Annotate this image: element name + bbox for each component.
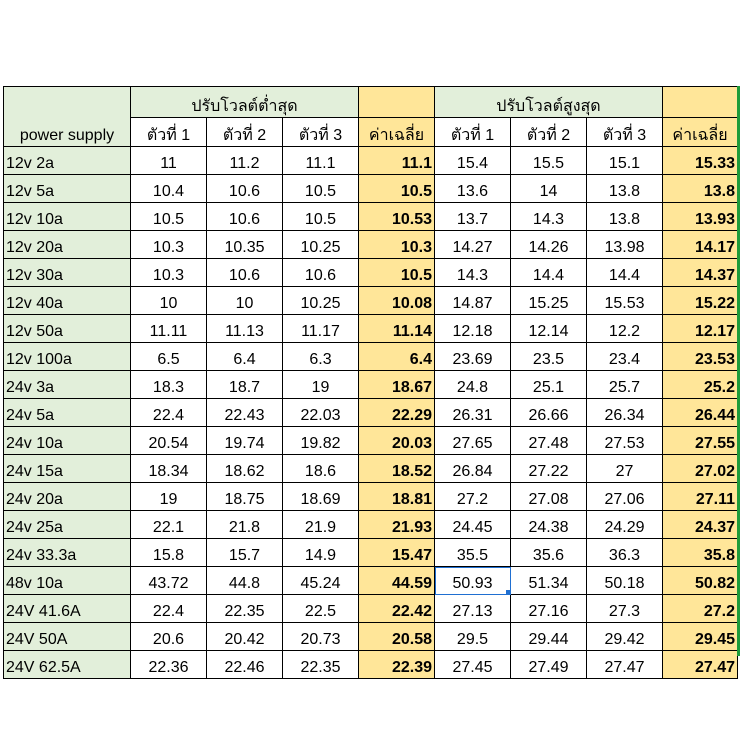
table-row [4, 623, 738, 651]
table-row [4, 427, 738, 455]
cell-max-sample-1[interactable]: 13.7 [435, 203, 511, 231]
cell-max-sample-2[interactable]: 29.44 [511, 623, 587, 651]
cell-min-sample-1[interactable]: 20.6 [131, 623, 207, 651]
cell-min-sample-1[interactable]: 22.4 [131, 595, 207, 623]
cell-min-sample-1[interactable]: 11.11 [131, 315, 207, 343]
cell-min-sample-3[interactable]: 10.6 [283, 259, 359, 287]
cell-power-supply-name[interactable]: 24V 62.5A [4, 651, 131, 679]
table-row [4, 483, 738, 511]
cell-min-sample-3[interactable]: 18.6 [283, 455, 359, 483]
cell-max-average[interactable]: 14.37 [663, 259, 738, 287]
sample-label: ตัวที่ 3 [602, 127, 647, 144]
cell-min-sample-2[interactable]: 22.46 [207, 651, 283, 679]
cell-power-supply-name[interactable]: 12v 30a [4, 259, 131, 287]
sample-label: ตัวที่ 2 [222, 127, 267, 144]
cell-max-average[interactable]: 50.82 [663, 567, 738, 595]
cell-max-sample-3[interactable]: 25.7 [587, 371, 663, 399]
cell-max-sample-2[interactable]: 51.34 [511, 567, 587, 595]
cell-max-average[interactable]: 27.55 [663, 427, 738, 455]
header-cell-max-sample-2[interactable] [511, 118, 587, 147]
cell-min-sample-2[interactable]: 20.42 [207, 623, 283, 651]
table-row [4, 595, 738, 623]
table-row [4, 651, 738, 679]
cell-min-average[interactable]: 10.08 [359, 287, 435, 315]
cell-max-sample-2[interactable]: 12.14 [511, 315, 587, 343]
cell-max-average[interactable]: 35.8 [663, 539, 738, 567]
cell-min-sample-1[interactable]: 10.3 [131, 259, 207, 287]
cell-min-sample-2[interactable]: 18.7 [207, 371, 283, 399]
cell-max-sample-3[interactable]: 12.2 [587, 315, 663, 343]
cell-max-sample-2[interactable]: 14.4 [511, 259, 587, 287]
cell-min-average[interactable]: 18.67 [359, 371, 435, 399]
cell-max-average[interactable]: 25.2 [663, 371, 738, 399]
cell-max-average[interactable]: 14.17 [663, 231, 738, 259]
cell-max-average[interactable]: 12.17 [663, 315, 738, 343]
cell-max-average[interactable]: 23.53 [663, 343, 738, 371]
cell-min-sample-2[interactable]: 18.62 [207, 455, 283, 483]
cell-min-sample-1[interactable]: 19 [131, 483, 207, 511]
cell-min-sample-2[interactable]: 10.6 [207, 259, 283, 287]
cell-max-average[interactable]: 13.8 [663, 175, 738, 203]
cell-min-sample-3[interactable]: 10.5 [283, 175, 359, 203]
cell-max-sample-3[interactable]: 13.8 [587, 203, 663, 231]
cell-power-supply-name[interactable]: 12v 50a [4, 315, 131, 343]
cell-min-average[interactable]: 10.53 [359, 203, 435, 231]
table-row [4, 455, 738, 483]
cell-min-sample-2[interactable]: 22.35 [207, 595, 283, 623]
cell-power-supply-name[interactable]: 24v 5a [4, 399, 131, 427]
cell-max-sample-3[interactable]: 27.06 [587, 483, 663, 511]
sample-label: ตัวที่ 1 [450, 127, 495, 144]
cell-power-supply-name[interactable]: 12v 20a [4, 231, 131, 259]
table-row [4, 511, 738, 539]
cell-min-sample-1[interactable]: 10.4 [131, 175, 207, 203]
table-row [4, 343, 738, 371]
cell-min-sample-3[interactable]: 22.5 [283, 595, 359, 623]
cell-min-sample-2[interactable]: 10.6 [207, 175, 283, 203]
header-cell-min-sample-3[interactable] [283, 118, 359, 147]
spreadsheet-table [3, 86, 738, 679]
average-label: ค่าเฉลี่ย [672, 127, 728, 144]
cell-max-sample-3[interactable]: 27.47 [587, 651, 663, 679]
cell-min-sample-1[interactable]: 18.3 [131, 371, 207, 399]
cell-power-supply-name[interactable]: 24v 25a [4, 511, 131, 539]
cell-power-supply-name[interactable]: 12v 2a [4, 147, 131, 175]
cell-min-average[interactable]: 20.58 [359, 623, 435, 651]
cell-max-sample-2[interactable]: 35.6 [511, 539, 587, 567]
cell-min-sample-3[interactable]: 10.25 [283, 287, 359, 315]
cell-min-average[interactable]: 10.5 [359, 175, 435, 203]
cell-power-supply-name[interactable]: 24V 50A [4, 623, 131, 651]
cell-max-sample-2[interactable]: 15.25 [511, 287, 587, 315]
cell-min-sample-3[interactable]: 11.17 [283, 315, 359, 343]
cell-max-sample-2[interactable]: 27.16 [511, 595, 587, 623]
cell-min-sample-3[interactable]: 14.9 [283, 539, 359, 567]
cell-max-sample-1[interactable]: 23.69 [435, 343, 511, 371]
cell-min-average[interactable]: 10.3 [359, 231, 435, 259]
table-row [4, 399, 738, 427]
table-row [4, 259, 738, 287]
cell-min-sample-1[interactable]: 10 [131, 287, 207, 315]
cell-power-supply-name[interactable]: 24v 15a [4, 455, 131, 483]
cell-max-sample-2[interactable]: 25.1 [511, 371, 587, 399]
cell-max-sample-1-selected[interactable]: 50.93 [435, 567, 511, 595]
cell-min-sample-3[interactable]: 19 [283, 371, 359, 399]
table-row [4, 567, 738, 595]
cell-max-average[interactable]: 27.11 [663, 483, 738, 511]
cell-power-supply-name[interactable]: 12v 10a [4, 203, 131, 231]
cell-max-sample-3[interactable]: 24.29 [587, 511, 663, 539]
cell-min-sample-1[interactable]: 22.36 [131, 651, 207, 679]
cell-power-supply-name[interactable]: 24v 10a [4, 427, 131, 455]
cell-min-average[interactable]: 20.03 [359, 427, 435, 455]
cell-power-supply-name[interactable]: 12v 100a [4, 343, 131, 371]
cell-max-sample-1[interactable]: 27.65 [435, 427, 511, 455]
cell-min-sample-2[interactable]: 18.75 [207, 483, 283, 511]
cell-min-sample-3[interactable]: 22.35 [283, 651, 359, 679]
cell-max-sample-3[interactable]: 13.98 [587, 231, 663, 259]
cell-max-sample-1[interactable]: 26.31 [435, 399, 511, 427]
cell-min-average[interactable]: 18.52 [359, 455, 435, 483]
cell-max-average[interactable]: 24.37 [663, 511, 738, 539]
table-row [4, 287, 738, 315]
cell-max-sample-1[interactable]: 14.27 [435, 231, 511, 259]
header-cell-max-sample-3[interactable] [587, 118, 663, 147]
cell-min-sample-3[interactable]: 10.5 [283, 203, 359, 231]
cell-min-sample-3[interactable]: 11.1 [283, 147, 359, 175]
cell-min-sample-1[interactable]: 20.54 [131, 427, 207, 455]
header-cell-min-sample-2[interactable] [207, 118, 283, 147]
cell-min-sample-1[interactable]: 22.1 [131, 511, 207, 539]
table-row [4, 315, 738, 343]
header-cell-min-average[interactable] [359, 118, 435, 147]
cell-max-average[interactable]: 15.33 [663, 147, 738, 175]
cell-power-supply-name[interactable]: 12v 5a [4, 175, 131, 203]
cell-max-sample-1[interactable]: 26.84 [435, 455, 511, 483]
cell-min-sample-1[interactable]: 15.8 [131, 539, 207, 567]
cell-max-sample-1[interactable]: 29.5 [435, 623, 511, 651]
cell-min-sample-2[interactable]: 11.13 [207, 315, 283, 343]
cell-min-sample-2[interactable]: 19.74 [207, 427, 283, 455]
cell-min-sample-2[interactable]: 10 [207, 287, 283, 315]
cell-power-supply-name[interactable]: 48v 10a [4, 567, 131, 595]
cell-max-sample-2[interactable]: 23.5 [511, 343, 587, 371]
cell-max-sample-2[interactable]: 14.3 [511, 203, 587, 231]
cell-max-sample-1[interactable]: 27.13 [435, 595, 511, 623]
cell-min-sample-2[interactable]: 15.7 [207, 539, 283, 567]
cell-min-sample-2[interactable]: 11.2 [207, 147, 283, 175]
right-border-accent [737, 86, 740, 656]
cell-max-sample-3[interactable]: 27.53 [587, 427, 663, 455]
cell-min-sample-3[interactable]: 22.03 [283, 399, 359, 427]
cell-min-average[interactable]: 22.39 [359, 651, 435, 679]
header-cell-max-sample-1[interactable] [435, 118, 511, 147]
cell-max-sample-1[interactable]: 13.6 [435, 175, 511, 203]
table-body [4, 147, 738, 679]
cell-max-sample-2[interactable]: 24.38 [511, 511, 587, 539]
cell-max-sample-1[interactable]: 15.4 [435, 147, 511, 175]
cell-max-sample-3[interactable]: 29.42 [587, 623, 663, 651]
cell-max-sample-1[interactable]: 27.45 [435, 651, 511, 679]
cell-min-average[interactable]: 10.5 [359, 259, 435, 287]
cell-max-sample-3[interactable]: 13.8 [587, 175, 663, 203]
cell-min-sample-2[interactable]: 10.6 [207, 203, 283, 231]
cell-max-average[interactable]: 27.47 [663, 651, 738, 679]
header-cell-max-avg-top[interactable] [663, 87, 738, 118]
cell-max-sample-2[interactable]: 27.08 [511, 483, 587, 511]
row-label-header-text: power supply [19, 127, 115, 144]
cell-max-sample-1[interactable]: 24.8 [435, 371, 511, 399]
sample-label: ตัวที่ 2 [526, 127, 571, 144]
table-row [4, 175, 738, 203]
cell-min-average[interactable]: 6.4 [359, 343, 435, 371]
cell-max-sample-3[interactable]: 15.53 [587, 287, 663, 315]
cell-max-sample-1[interactable]: 14.3 [435, 259, 511, 287]
cell-power-supply-name[interactable]: 24V 41.6A [4, 595, 131, 623]
cell-min-sample-3[interactable]: 20.73 [283, 623, 359, 651]
table-row [4, 147, 738, 175]
cell-min-sample-1[interactable]: 22.4 [131, 399, 207, 427]
max-group-header-text: ปรับโวลต์สูงสุด [496, 98, 601, 115]
table-row [4, 231, 738, 259]
cell-min-average[interactable]: 22.42 [359, 595, 435, 623]
header-cell-max-average[interactable] [663, 118, 738, 147]
cell-max-sample-1[interactable]: 27.2 [435, 483, 511, 511]
cell-max-average[interactable]: 13.93 [663, 203, 738, 231]
cell-min-sample-1[interactable]: 11 [131, 147, 207, 175]
cell-min-sample-2[interactable]: 44.8 [207, 567, 283, 595]
cell-min-average[interactable]: 44.59 [359, 567, 435, 595]
cell-max-average[interactable]: 29.45 [663, 623, 738, 651]
cell-power-supply-name[interactable]: 12v 40a [4, 287, 131, 315]
header-cell-row-label[interactable] [4, 87, 131, 147]
selection-fill-handle[interactable] [505, 589, 511, 595]
cell-min-sample-3[interactable]: 19.82 [283, 427, 359, 455]
cell-max-sample-1[interactable]: 14.87 [435, 287, 511, 315]
table-row [4, 371, 738, 399]
cell-max-sample-1[interactable]: 24.45 [435, 511, 511, 539]
cell-min-sample-3[interactable]: 45.24 [283, 567, 359, 595]
cell-max-sample-2[interactable]: 26.66 [511, 399, 587, 427]
header-cell-min-avg-top[interactable] [359, 87, 435, 118]
cell-min-average[interactable]: 21.93 [359, 511, 435, 539]
cell-min-sample-1[interactable]: 10.5 [131, 203, 207, 231]
cell-min-average[interactable]: 22.29 [359, 399, 435, 427]
cell-min-sample-3[interactable]: 6.3 [283, 343, 359, 371]
cell-max-sample-3[interactable]: 50.18 [587, 567, 663, 595]
cell-max-sample-2[interactable]: 14.26 [511, 231, 587, 259]
cell-max-sample-3[interactable]: 26.34 [587, 399, 663, 427]
cell-min-sample-2[interactable]: 21.8 [207, 511, 283, 539]
cell-min-average[interactable]: 11.14 [359, 315, 435, 343]
cell-max-average[interactable]: 26.44 [663, 399, 738, 427]
cell-max-average[interactable]: 27.2 [663, 595, 738, 623]
cell-power-supply-name[interactable]: 24v 33.3a [4, 539, 131, 567]
cell-min-sample-3[interactable]: 18.69 [283, 483, 359, 511]
cell-max-sample-2[interactable]: 27.48 [511, 427, 587, 455]
table-row [4, 203, 738, 231]
cell-max-sample-3[interactable]: 36.3 [587, 539, 663, 567]
cell-min-average[interactable]: 11.1 [359, 147, 435, 175]
cell-min-sample-3[interactable]: 10.25 [283, 231, 359, 259]
cell-min-sample-1[interactable]: 18.34 [131, 455, 207, 483]
header-cell-min-sample-1[interactable] [131, 118, 207, 147]
cell-min-sample-2[interactable]: 22.43 [207, 399, 283, 427]
cell-max-sample-1[interactable]: 35.5 [435, 539, 511, 567]
cell-min-sample-1[interactable]: 43.72 [131, 567, 207, 595]
cell-max-sample-3[interactable]: 23.4 [587, 343, 663, 371]
header-cell-min-group[interactable] [131, 87, 359, 118]
cell-max-average[interactable]: 27.02 [663, 455, 738, 483]
cell-max-sample-2[interactable]: 27.22 [511, 455, 587, 483]
cell-max-sample-2[interactable]: 15.5 [511, 147, 587, 175]
cell-max-sample-3[interactable]: 27.3 [587, 595, 663, 623]
cell-max-sample-3[interactable]: 15.1 [587, 147, 663, 175]
cell-power-supply-name[interactable]: 24v 3a [4, 371, 131, 399]
cell-max-sample-3[interactable]: 14.4 [587, 259, 663, 287]
cell-max-average[interactable]: 15.22 [663, 287, 738, 315]
cell-max-sample-2[interactable]: 14 [511, 175, 587, 203]
average-label: ค่าเฉลี่ย [368, 127, 425, 144]
cell-min-average[interactable]: 15.47 [359, 539, 435, 567]
cell-min-sample-2[interactable]: 10.35 [207, 231, 283, 259]
cell-min-sample-1[interactable]: 6.5 [131, 343, 207, 371]
header-row-groups [4, 87, 738, 118]
cell-power-supply-name[interactable]: 24v 20a [4, 483, 131, 511]
cell-max-sample-1[interactable]: 12.18 [435, 315, 511, 343]
table-row [4, 539, 738, 567]
cell-min-sample-1[interactable]: 10.3 [131, 231, 207, 259]
cell-min-sample-3[interactable]: 21.9 [283, 511, 359, 539]
header-cell-max-group[interactable] [435, 87, 663, 118]
min-group-header-text: ปรับโวลต์ต่ำสุด [191, 98, 298, 115]
cell-min-average[interactable]: 18.81 [359, 483, 435, 511]
cell-min-sample-2[interactable]: 6.4 [207, 343, 283, 371]
sample-label: ตัวที่ 1 [146, 127, 191, 144]
cell-max-sample-3[interactable]: 27 [587, 455, 663, 483]
cell-max-sample-2[interactable]: 27.49 [511, 651, 587, 679]
sample-label: ตัวที่ 3 [298, 127, 343, 144]
